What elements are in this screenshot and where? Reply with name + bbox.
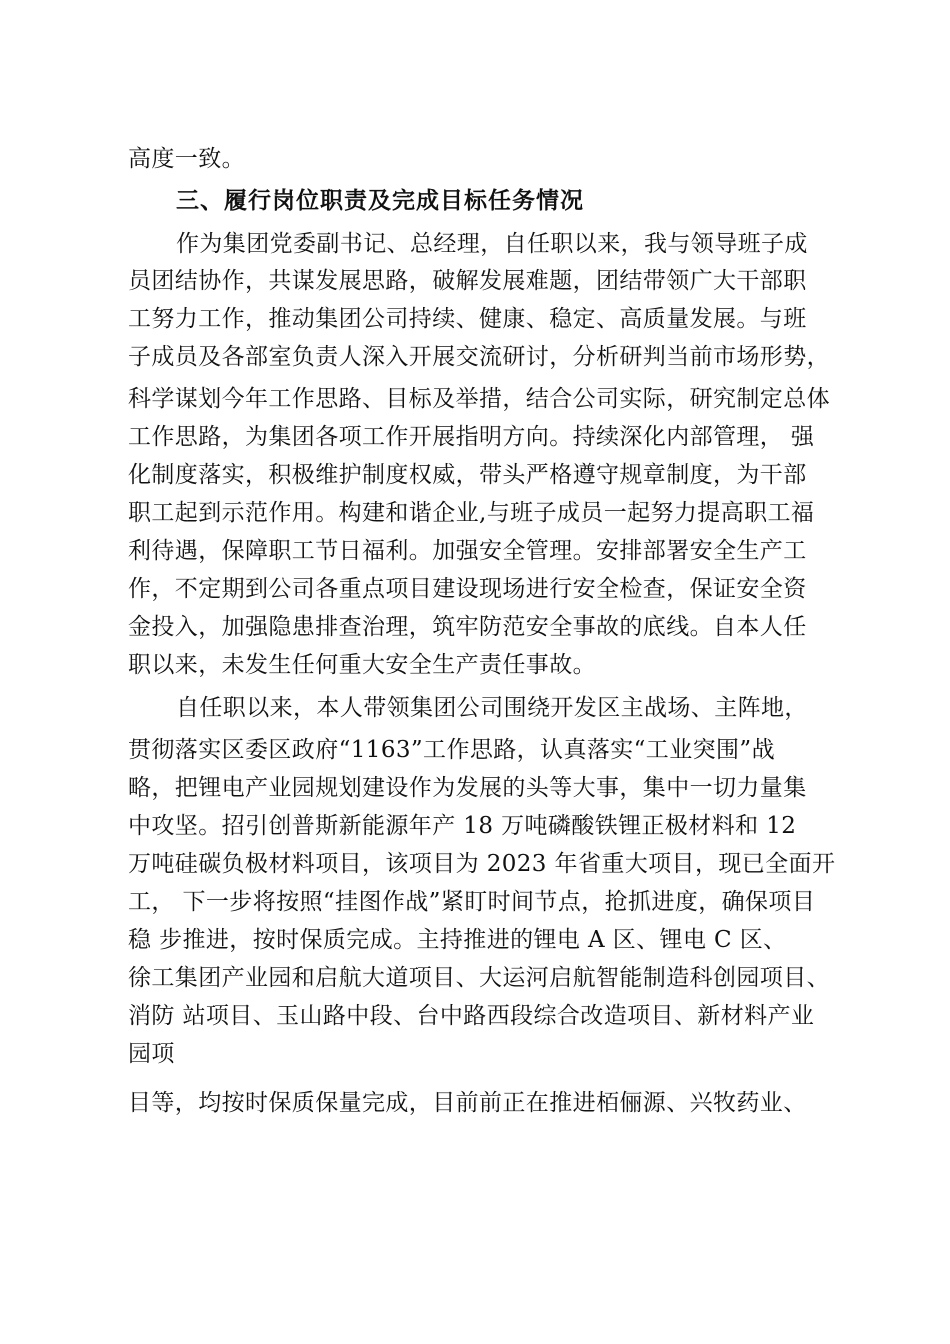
- text-line-12: 作，不定期到公司各重点项目建设现场进行安全检查，保证安全资: [128, 576, 807, 602]
- text-line-13: 金投入，加强隐患排查治理，筑牢防范安全事故的底线。自本人任: [128, 614, 807, 640]
- text-line-20: 工， 下一步将按照“挂图作战”紧盯时间节点，抢抓进度，确保项目: [128, 889, 816, 915]
- text-line-8: 工作思路，为集团各项工作开展指明方向。持续深化内部管理， 强: [128, 424, 815, 450]
- text-line-22: 徐工集团产业园和启航大道项目、大运河启航智能制造科创园项目、: [128, 965, 830, 991]
- text-line-18: 中攻坚。招引创普斯新能源年产 18 万吨磷酸铁锂正极材料和 12: [128, 813, 797, 839]
- text-line-3: 作为集团党委副书记、总经理，自任职以来，我与领导班子成: [176, 231, 808, 257]
- text-line-10: 职工起到示范作用。构建和谐企业,与班子成员一起努力提高职工福: [128, 500, 815, 526]
- text-line-6: 子成员及各部室负责人深入开展交流研讨，分析研判当前市场形势，: [128, 344, 830, 370]
- text-line-4: 员团结协作，共谋发展思路，破解发展难题，团结带领广大干部职: [128, 268, 807, 294]
- text-line-15: 自任职以来，本人带领集团公司围绕开发区主战场、主阵地，: [176, 695, 808, 721]
- text-line-23: 消防 站项目、玉山路中段、台中路西段综合改造项目、新材料产业: [128, 1003, 815, 1029]
- text-line-9: 化制度落实，积极维护制度权威，带头严格遵守规章制度，为干部: [128, 462, 807, 488]
- text-line-25: 目等，均按时保质保量完成，目前前正在推进栢俪源、兴牧药业、: [128, 1090, 807, 1116]
- text-line-16: 贯彻落实区委区政府“1163”工作思路，认真落实“工业突围”战: [128, 737, 775, 763]
- text-line-21: 稳 步推进，按时保质完成。主持推进的锂电 A 区、锂电 C 区、: [128, 927, 787, 953]
- text-line-19: 万吨硅碳负极材料项目，该项目为 2023 年省重大项目，现已全面开: [128, 851, 836, 877]
- text-line-1: 高度一致。: [128, 146, 245, 172]
- text-line-17: 略，把锂电产业园规划建设作为发展的头等大事，集中一切力量集: [128, 775, 807, 801]
- text-line-11: 利待遇，保障职工节日福利。加强安全管理。安排部署安全生产工: [128, 538, 807, 564]
- section-heading: 三、履行岗位职责及完成目标任务情况: [176, 188, 584, 214]
- text-line-7: 科学谋划今年工作思路、目标及举措，结合公司实际，研究制定总体: [128, 386, 830, 412]
- text-line-14: 职以来，未发生任何重大安全生产责任事故。: [128, 652, 596, 678]
- text-line-5: 工努力工作，推动集团公司持续、健康、稳定、高质量发展。与班: [128, 306, 807, 332]
- text-line-24: 园项: [128, 1041, 175, 1067]
